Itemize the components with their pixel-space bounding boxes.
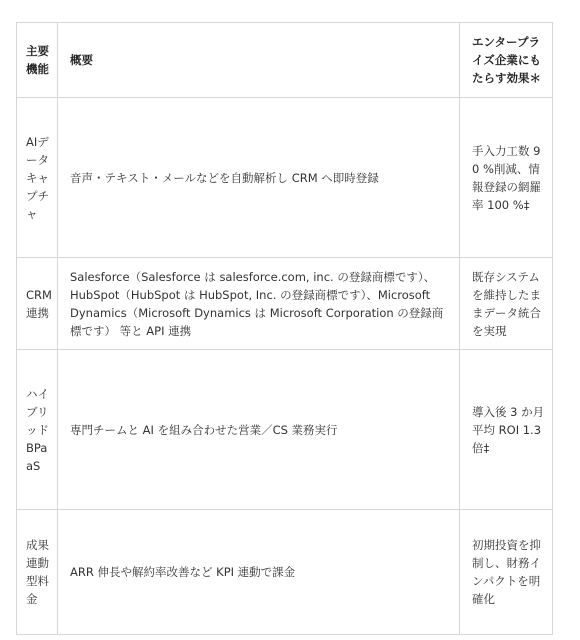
feature-cell: AIデータキャプチャ [17, 98, 58, 258]
feature-cell: 成果連動型料金 [17, 510, 58, 635]
table-row [17, 350, 553, 510]
header-effect: エンタープライズ企業にもたらす効果＊ [460, 23, 553, 98]
header-overview: 概要 [58, 23, 460, 98]
table-row [17, 258, 553, 350]
table-row [17, 510, 553, 635]
overview-cell: Salesforce（Salesforce は salesforce.com, inc. の登録商標です）、HubSpot（HubSpot は HubSpot, Inc. の登録商標です）、Microsoft Dynamics（Microsoft Dynamics は Microsoft Corporation の登録商標です） 等と API 連携 [58, 258, 460, 350]
header-feature: 主要機能 [17, 23, 58, 98]
overview-cell: ARR 伸長や解約率改善など KPI 連動で課金 [58, 510, 460, 635]
table-header-row [17, 23, 553, 98]
features-table [16, 22, 553, 635]
effect-cell: 手入力工数 90 %削減、情報登録の網羅率 100 %‡ [460, 98, 553, 258]
table-row [17, 98, 553, 258]
effect-cell: 既存システムを維持したままデータ統合を実現 [460, 258, 553, 350]
feature-cell: CRM連携 [17, 258, 58, 350]
feature-cell: ハイブリッドBPaaS [17, 350, 58, 510]
overview-cell: 専門チームと AI を組み合わせた営業／CS 業務実行 [58, 350, 460, 510]
effect-cell: 導入後 3 か月平均 ROI 1.3 倍‡ [460, 350, 553, 510]
effect-cell: 初期投資を抑制し、財務インパクトを明確化 [460, 510, 553, 635]
overview-cell: 音声・テキスト・メールなどを自動解析し CRM へ即時登録 [58, 98, 460, 258]
